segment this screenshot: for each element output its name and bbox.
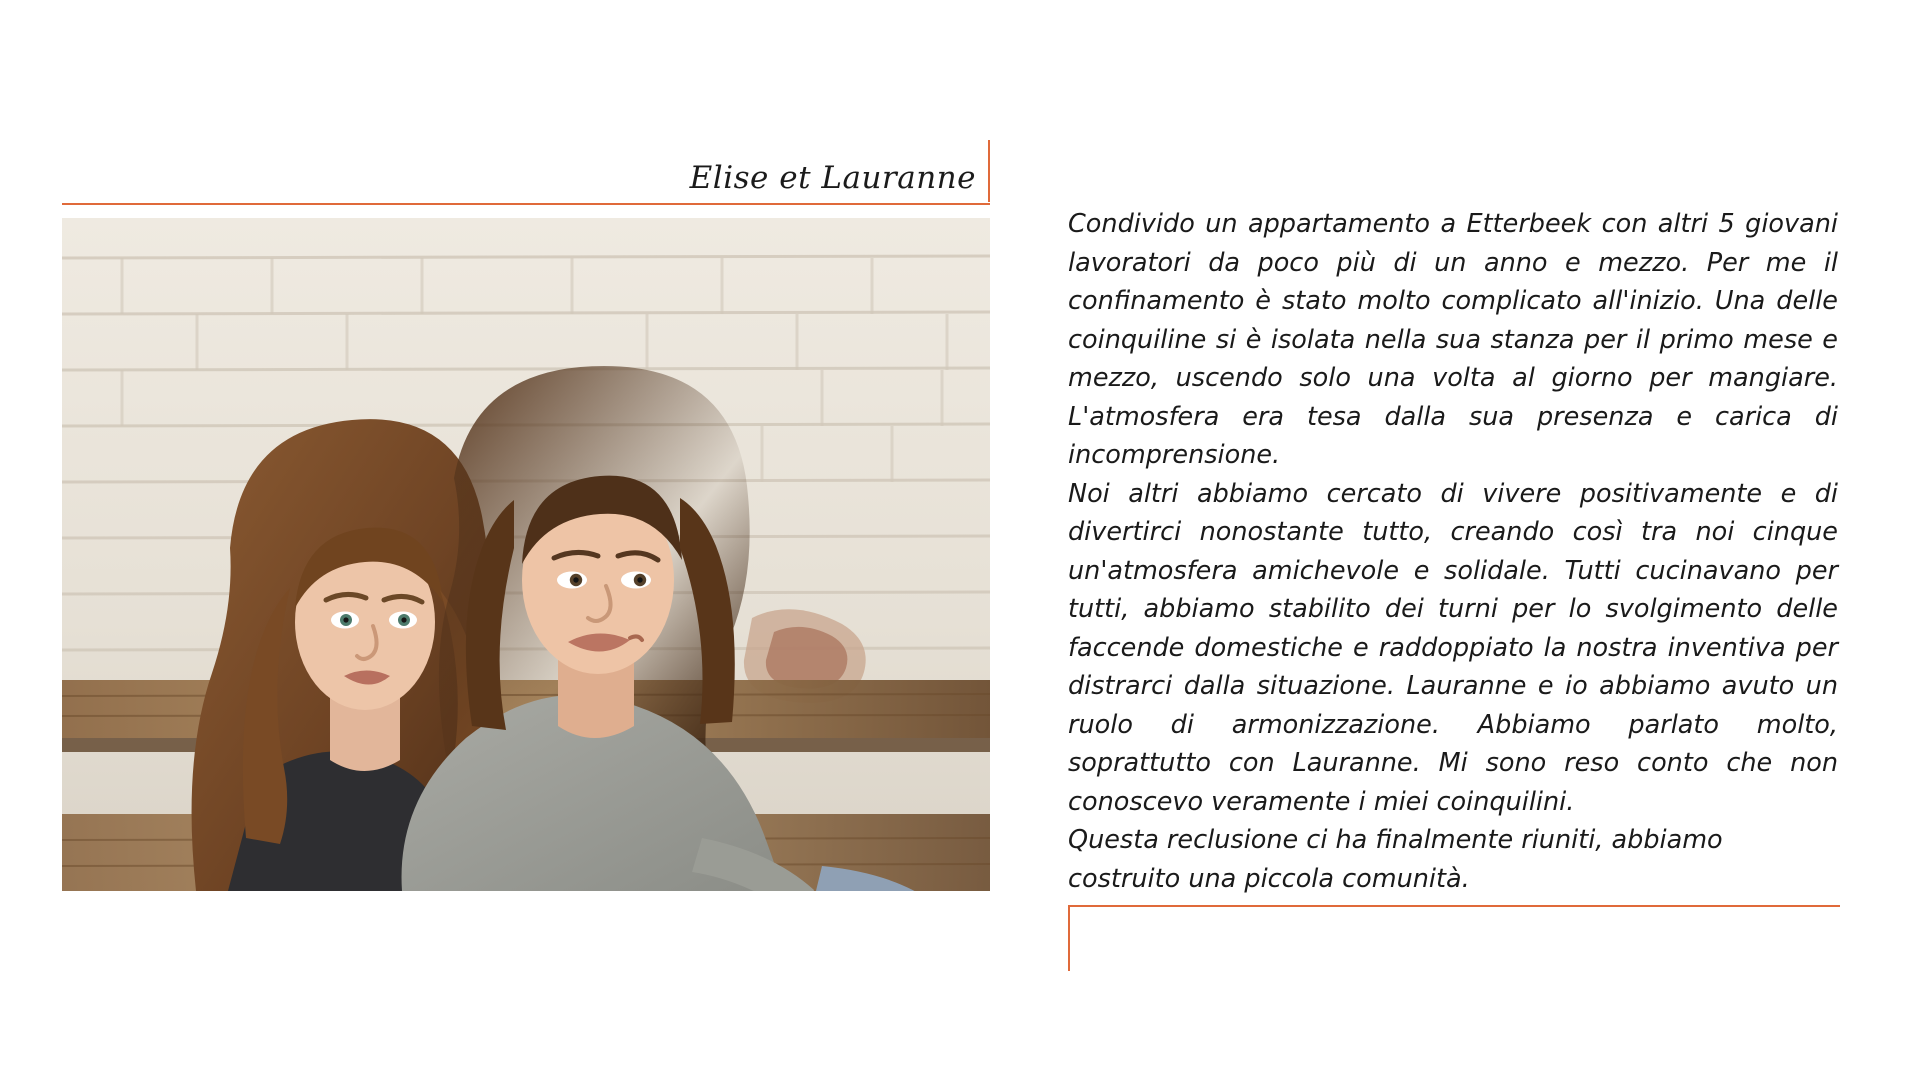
testimony-paragraph: Condivido un appartamento a Etterbeek con altri 5 giovani lavoratori da poco più di un anno e mezzo. Per me il confinamento è stato molto complicato all'inizio. Una delle coinquiline si è isolata nella sua stanza per il primo mese e mezzo, uscendo solo una volta al giorno per mangiare. L'atmosfera era tesa dalla sua presenza e carica di incomprensione.: [1068, 209, 1838, 470]
title-divider: [62, 203, 990, 205]
page-title: Elise et Lauranne: [689, 160, 976, 196]
portrait-photo: [62, 218, 990, 891]
photo-illustration: [62, 218, 990, 891]
bottom-accent-frame: [1068, 905, 1840, 971]
testimony-paragraph: Questa reclusione ci ha finalmente riuniti, abbiamo costruito una piccola comunità.: [1068, 825, 1723, 894]
testimony-text: [1068, 205, 1838, 898]
title-block: [660, 140, 990, 202]
testimony-paragraph: Noi altri abbiamo cercato di vivere positivamente e di divertirci nonostante tutto, creando così tra noi cinque un'atmosfera amichevole e solidale. Tutti cucinavano per tutti, abbiamo stabilito dei turni per lo svolgimento delle faccende domestiche e raddoppiato la nostra inventiva per distrarci dalla situazione. Lauranne e io abbiamo avuto un ruolo di armonizzazione. Abbiamo parlato molto, soprattutto con Lauranne. Mi sono reso conto che non conoscevo veramente i miei coinquilini.: [1068, 478, 1838, 817]
